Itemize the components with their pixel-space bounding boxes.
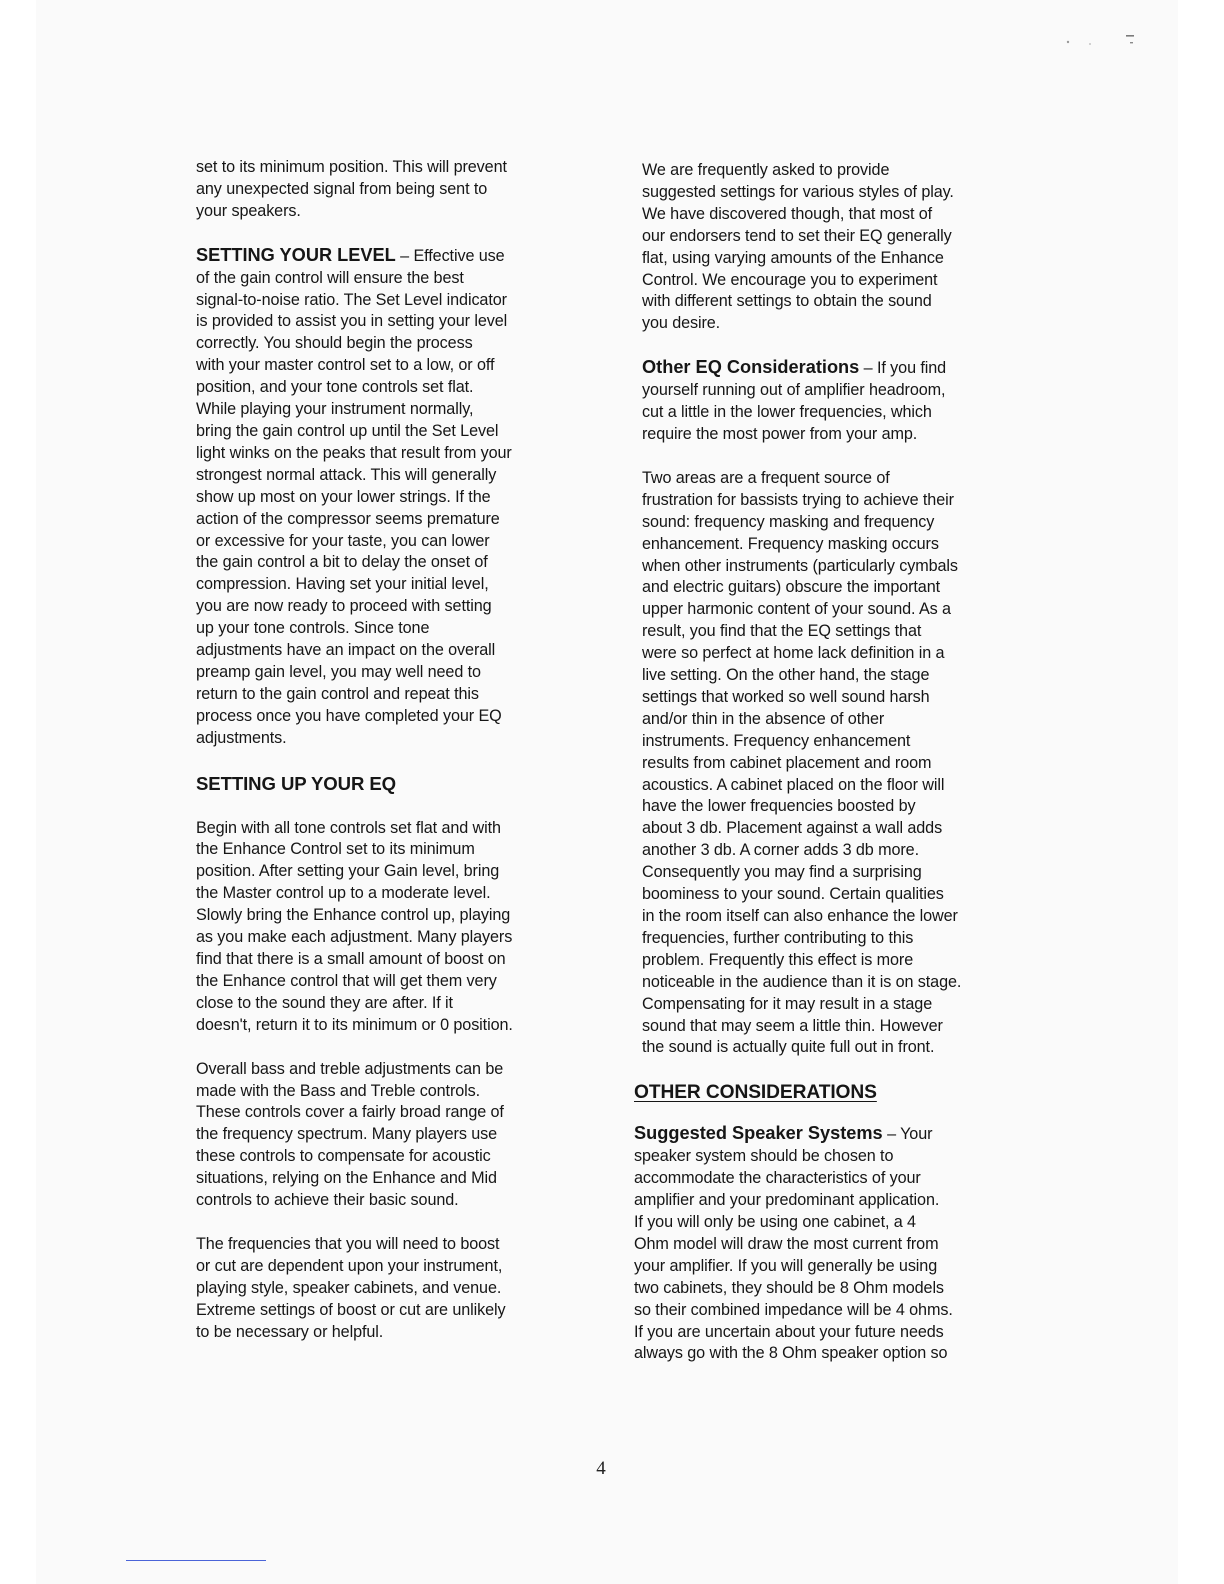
text-line: of the gain control will ensure the best xyxy=(196,268,464,287)
text-line: or cut are dependent upon your instrument, xyxy=(196,1256,503,1275)
text-line: when other instruments (particularly cymbals xyxy=(642,556,958,575)
text-line: so their combined impedance will be 4 ohms. xyxy=(634,1300,953,1319)
text-line: close to the sound they are after. If it xyxy=(196,993,453,1012)
text-line: The frequencies that you will need to boost xyxy=(196,1234,500,1253)
text-line: suggested settings for various styles of play. xyxy=(642,182,954,201)
text-line: position. After setting your Gain level, bring xyxy=(196,862,500,881)
section-title-setting-your-level: SETTING YOUR LEVEL xyxy=(196,244,396,265)
text-line: preamp gain level, you may well need to xyxy=(196,662,481,681)
lead-continuation: – Your xyxy=(882,1125,933,1144)
text-line: problem. Frequently this effect is more xyxy=(642,950,914,969)
text-line: another 3 db. A corner adds 3 db more. xyxy=(642,841,919,860)
section-title-suggested-speaker-systems: Suggested Speaker Systems xyxy=(634,1123,883,1144)
text-line: about 3 db. Placement against a wall adds xyxy=(642,819,943,838)
text-line: flat, using varying amounts of the Enhance xyxy=(642,248,944,267)
lead-continuation: – If you find xyxy=(859,359,947,378)
text-line: sound: frequency masking and frequency xyxy=(642,512,935,531)
text-line: playing style, speaker cabinets, and venue. xyxy=(196,1278,502,1297)
text-line: Two areas are a frequent source of xyxy=(642,468,890,487)
text-line: We are frequently asked to provide xyxy=(642,161,890,179)
text-line: to be necessary or helpful. xyxy=(196,1322,384,1341)
text-line: process once you have completed your EQ xyxy=(196,706,502,725)
page-number: 4 xyxy=(596,1458,606,1479)
text-line: controls to achieve their basic sound. xyxy=(196,1191,459,1210)
text-line: instruments. Frequency enhancement xyxy=(642,731,911,750)
paragraph-lead-line xyxy=(634,1123,1026,1146)
text-line: Extreme settings of boost or cut are unlikely xyxy=(196,1300,506,1319)
text-line: return to the gain control and repeat this xyxy=(196,684,479,703)
text-line: enhancement. Frequency masking occurs xyxy=(642,534,939,553)
text-line: settings that worked so well sound harsh xyxy=(642,687,930,706)
text-line: any unexpected signal from being sent to xyxy=(196,179,488,198)
text-line: the Master control up to a moderate level. xyxy=(196,884,491,903)
text-line: Control. We encourage you to experiment xyxy=(642,270,938,289)
text-line: Slowly bring the Enhance control up, playing xyxy=(196,906,511,925)
paragraph-frequency-masking xyxy=(642,468,1026,1059)
text-line: correctly. You should begin the process xyxy=(196,334,473,353)
text-line: Consequently you may find a surprising xyxy=(642,863,922,882)
text-line: signal-to-noise ratio. The Set Level indicator xyxy=(196,290,507,309)
text-line: amplifier and your predominant application. xyxy=(634,1191,940,1210)
text-line: made with the Bass and Treble controls. xyxy=(196,1081,481,1100)
text-line: in the room itself can also enhance the lower xyxy=(642,907,958,925)
text-line: find that there is a small amount of boost on xyxy=(196,950,506,968)
paragraph-lead-line xyxy=(196,245,588,268)
text-line: action of the compressor seems premature xyxy=(196,509,500,528)
text-line: have the lower frequencies boosted by xyxy=(642,797,916,816)
text-line: Compensating for it may result in a stage xyxy=(642,994,933,1013)
scan-specks xyxy=(1060,30,1150,50)
text-line: boominess to your sound. Certain qualities xyxy=(642,885,944,904)
text-line: your speakers. xyxy=(196,201,301,220)
text-line: light winks on the peaks that result from your xyxy=(196,443,512,462)
left-column xyxy=(196,157,588,1366)
text-line: result, you find that the EQ settings that xyxy=(642,622,922,641)
paragraph-setting-your-level xyxy=(196,245,588,750)
paragraph-lead-line xyxy=(642,357,1026,380)
text-line: sound that may seem a little thin. However xyxy=(642,1016,943,1035)
text-line: with different settings to obtain the sound xyxy=(642,292,932,311)
section-title-other-eq-considerations: Other EQ Considerations xyxy=(642,357,860,378)
text-line: accommodate the characteristics of your xyxy=(634,1169,921,1188)
text-line: If you are uncertain about your future needs xyxy=(634,1322,944,1341)
text-line: compression. Having set your initial level, xyxy=(196,575,489,594)
text-line: you desire. xyxy=(642,314,721,333)
paragraph-minimum-position xyxy=(196,157,588,223)
text-line: your amplifier. If you will generally be using xyxy=(634,1256,938,1275)
text-line: These controls cover a fairly broad range of xyxy=(196,1103,504,1122)
section-heading-setting-up-eq: SETTING UP YOUR EQ xyxy=(196,772,397,794)
section-heading-other-considerations: OTHER CONSIDERATIONS xyxy=(634,1082,877,1104)
scan-margin-left xyxy=(0,0,36,1584)
text-line: show up most on your lower strings. If the xyxy=(196,487,491,506)
text-line: doesn't, return it to its minimum or 0 position. xyxy=(196,1015,513,1034)
text-line: the sound is actually quite full out in front. xyxy=(642,1038,935,1057)
paragraph-suggested-speaker-systems xyxy=(634,1123,1026,1365)
paragraph-begin-with-tone-controls xyxy=(196,818,588,1037)
text-line: up your tone controls. Since tone xyxy=(196,619,430,638)
text-line: and electric guitars) obscure the important xyxy=(642,578,941,597)
text-line: frustration for bassists trying to achieve their xyxy=(642,490,954,509)
text-line: the Enhance control that will get them very xyxy=(196,971,497,990)
text-line: with your master control set to a low, or off xyxy=(196,356,495,375)
lead-continuation: – Effective use xyxy=(395,246,505,265)
footer-rule xyxy=(126,1560,266,1561)
text-line: situations, relying on the Enhance and Mid xyxy=(196,1169,497,1188)
paragraph-frequencies-boost-cut xyxy=(196,1234,588,1344)
text-line: noticeable in the audience than it is on stage. xyxy=(642,972,962,991)
text-line: yourself running out of amplifier headroom, xyxy=(642,381,946,400)
text-line: were so perfect at home lack definition in a xyxy=(642,644,945,663)
text-line: require the most power from your amp. xyxy=(642,424,918,443)
text-line: two cabinets, they should be 8 Ohm models xyxy=(634,1278,944,1297)
text-line: set to its minimum position. This will prevent xyxy=(196,158,507,176)
text-line: these controls to compensate for acoustic xyxy=(196,1147,491,1166)
text-line: the Enhance Control set to its minimum xyxy=(196,840,475,859)
text-line: you are now ready to proceed with setting xyxy=(196,597,492,616)
text-line: Ohm model will draw the most current from xyxy=(634,1234,939,1253)
text-line: Begin with all tone controls set flat and with xyxy=(196,818,501,837)
text-line: position, and your tone controls set flat. xyxy=(196,378,474,397)
text-line: If you will only be using one cabinet, a 4 xyxy=(634,1212,916,1231)
scan-margin-right xyxy=(1178,0,1224,1584)
text-line: speaker system should be chosen to xyxy=(634,1147,894,1166)
paragraph-other-eq-considerations xyxy=(642,357,1026,446)
text-line: as you make each adjustment. Many players xyxy=(196,928,513,947)
text-line: always go with the 8 Ohm speaker option so xyxy=(634,1344,948,1363)
text-line: Overall bass and treble adjustments can be xyxy=(196,1059,504,1078)
text-line: frequencies, further contributing to this xyxy=(642,928,914,947)
paragraph-suggested-settings xyxy=(642,160,1026,335)
paragraph-bass-and-treble xyxy=(196,1059,588,1212)
text-line: live setting. On the other hand, the stage xyxy=(642,666,930,685)
text-line: cut a little in the lower frequencies, which xyxy=(642,403,932,422)
text-line: upper harmonic content of your sound. As a xyxy=(642,600,951,619)
text-line: acoustics. A cabinet placed on the floor will xyxy=(642,775,945,794)
text-line: our endorsers tend to set their EQ generally xyxy=(642,226,952,245)
text-line: We have discovered though, that most of xyxy=(642,204,933,223)
text-line: or excessive for your taste, you can lower xyxy=(196,531,490,550)
text-line: While playing your instrument normally, xyxy=(196,400,474,419)
text-line: adjustments. xyxy=(196,728,287,747)
text-line: adjustments have an impact on the overall xyxy=(196,641,496,660)
text-line: and/or thin in the absence of other xyxy=(642,709,885,728)
right-column xyxy=(634,160,1026,1387)
text-line: results from cabinet placement and room xyxy=(642,753,932,772)
text-line: is provided to assist you in setting your level xyxy=(196,312,508,331)
text-line: the frequency spectrum. Many players use xyxy=(196,1125,498,1144)
text-line: the gain control a bit to delay the onset of xyxy=(196,553,488,572)
text-line: strongest normal attack. This will generally xyxy=(196,465,497,484)
text-line: bring the gain control up until the Set Level xyxy=(196,421,499,440)
